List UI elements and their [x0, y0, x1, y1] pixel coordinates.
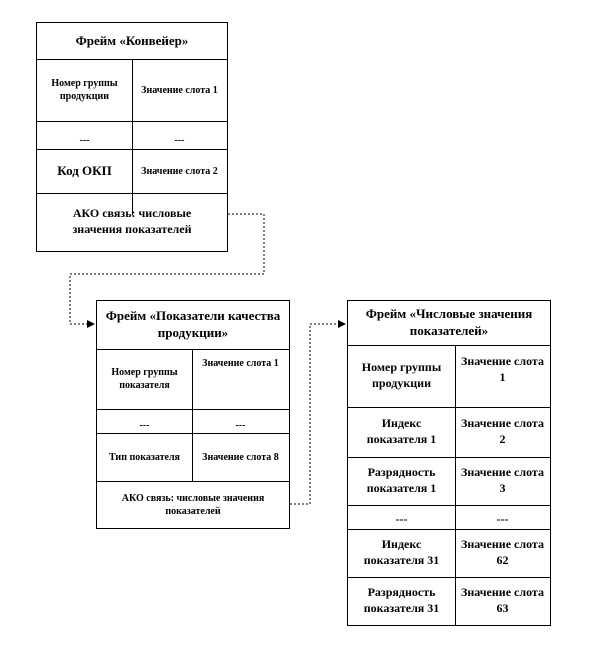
slot-ellipsis: --- [79, 135, 90, 146]
ako-link: АКО связь: числовые значения показателей [72, 206, 192, 236]
slot-name: Разрядность показателя 1 [366, 465, 437, 495]
ako-connector-2 [290, 324, 345, 504]
slot-value: Значение слота 1 [461, 354, 544, 384]
frame-quality-indicators-title: Фрейм «Показатели качества продукции» [105, 308, 281, 340]
slot-value: Значение слота 8 [202, 451, 279, 463]
slot-value: Значение слота 3 [461, 465, 544, 495]
slot-name: Номер группы продукции [361, 360, 442, 390]
slot-ellipsis: --- [235, 420, 246, 431]
slot-name: Код ОКП [57, 162, 112, 178]
slot-name: Тип показателя [109, 451, 180, 463]
ako-connector-1 [70, 214, 264, 324]
slot-name: Разрядность показателя 31 [363, 585, 440, 615]
frame-conveyor-title: Фрейм «Конвейер» [75, 32, 189, 48]
slot-value: Значение слота 63 [461, 585, 544, 615]
slot-name: Индекс показателя 31 [363, 537, 440, 567]
slot-ellipsis: --- [496, 512, 509, 527]
slot-value: Значение слота 1 [202, 358, 279, 369]
slot-value: Значение слота 1 [141, 84, 218, 96]
ako-link: АКО связь: числовые значения показателей [121, 492, 265, 517]
slot-ellipsis: --- [139, 420, 150, 431]
slot-value: Значение слота 2 [461, 416, 544, 446]
slot-name: Номер группы продукции [51, 78, 118, 102]
slot-ellipsis: --- [174, 135, 185, 146]
slot-name: Номер группы показателя [111, 367, 178, 391]
slot-value: Значение слота 2 [141, 165, 218, 177]
frame-numeric-values-title: Фрейм «Числовые значения показателей» [365, 306, 533, 338]
slot-ellipsis: --- [395, 512, 408, 527]
slot-value: Значение слота 62 [461, 537, 544, 567]
slot-name: Индекс показателя 1 [366, 416, 437, 446]
